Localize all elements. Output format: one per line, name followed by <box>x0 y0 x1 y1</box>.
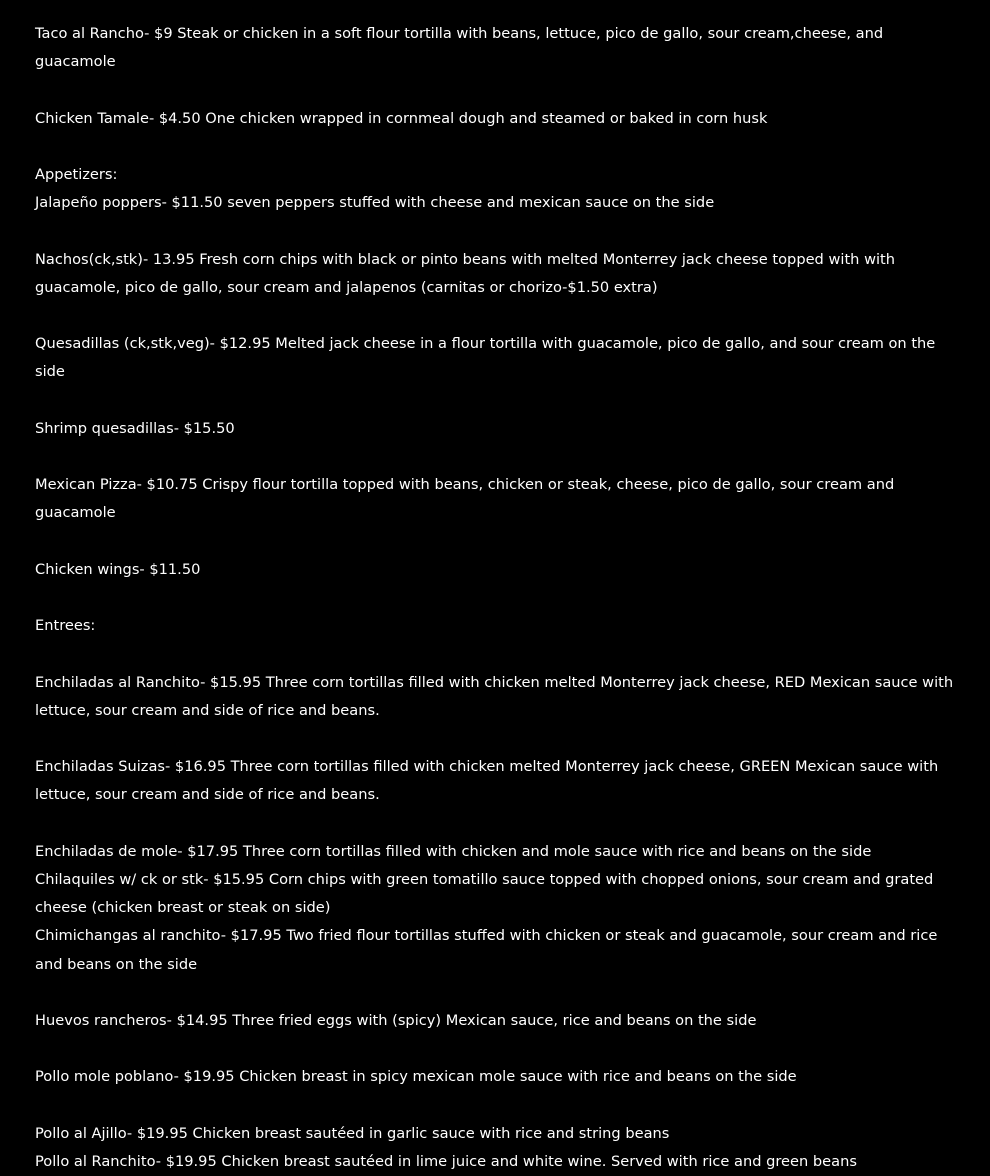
menu-item-quesadillas: Quesadillas (ck,stk,veg)- $12.95 Melted jack cheese in a flour tortilla with guacamole, pico de gallo, and sour cream on the side <box>35 335 936 381</box>
menu-item-huevos-rancheros: Huevos rancheros- $14.95 Three fried eggs with (spicy) Mexican sauce, rice and beans on the side <box>35 1011 757 1029</box>
menu-item-chilaquiles: Chilaquiles w/ ck or stk- $15.95 Corn chips with green tomatillo sauce topped with chopped onions, sour cream and grated cheese (chicken breast or steak on side) <box>35 870 934 917</box>
menu-item-enchiladas-al-ranchito: Enchiladas al Ranchito- $15.95 Three corn tortillas filled with chicken melted Monterrey jack cheese, RED Mexican sauce with lettuce, sour cream and side of rice and beans. <box>35 673 954 719</box>
menu-item-taco-al-rancho: Taco al Rancho- $9 Steak or chicken in a soft flour tortilla with beans, lettuce, pico de gallo, sour cream,cheese, and guacamole <box>35 25 884 71</box>
menu-item-jalapeno-poppers: Jalapeño poppers- $11.50 seven peppers stuffed with cheese and mexican sauce on the side <box>35 194 715 212</box>
menu-text <box>35 20 965 1176</box>
menu-item-pollo-al-ranchito: Pollo al Ranchito- $19.95 Chicken breast sautéed in lime juice and white wine. Served with rice and green beans <box>35 1152 857 1170</box>
menu-item-shrimp-quesadillas: Shrimp quesadillas- $15.50 <box>35 419 235 437</box>
menu-item-chicken-tamale: Chicken Tamale- $4.50 One chicken wrapped in cornmeal dough and steamed or baked in corn husk <box>35 109 768 127</box>
appetizers-heading: Appetizers: <box>35 165 118 183</box>
menu-item-pollo-al-ajillo: Pollo al Ajillo- $19.95 Chicken breast sautéed in garlic sauce with rice and string beans <box>35 1124 670 1142</box>
menu-item-enchiladas-de-mole: Enchiladas de mole- $17.95 Three corn tortillas filled with chicken and mole sauce with rice and beans on the side <box>35 842 872 860</box>
menu-item-chicken-wings: Chicken wings- $11.50 <box>35 560 201 578</box>
menu-item-nachos: Nachos(ck,stk)- 13.95 Fresh corn chips with black or pinto beans with melted Monterrey jack cheese topped with with guacamole, pico de gallo, sour cream and jalapenos (carnitas or chorizo-$1.50 extra) <box>35 250 896 296</box>
menu-item-enchiladas-suizas: Enchiladas Suizas- $16.95 Three corn tortillas filled with chicken melted Monterrey jack cheese, GREEN Mexican sauce with lettuce, sour cream and side of rice and beans. <box>35 758 939 804</box>
menu-item-pollo-mole-poblano: Pollo mole poblano- $19.95 Chicken breast in spicy mexican mole sauce with rice and beans on the side <box>35 1068 797 1086</box>
menu-item-chimichangas: Chimichangas al ranchito- $17.95 Two fried flour tortillas stuffed with chicken or steak and guacamole, sour cream and rice and beans on the side <box>35 927 938 973</box>
entrees-heading: Entrees: <box>35 617 96 635</box>
menu-item-mexican-pizza: Mexican Pizza- $10.75 Crispy flour tortilla topped with beans, chicken or steak, cheese, pico de gallo, sour cream and guacamole <box>35 476 895 522</box>
